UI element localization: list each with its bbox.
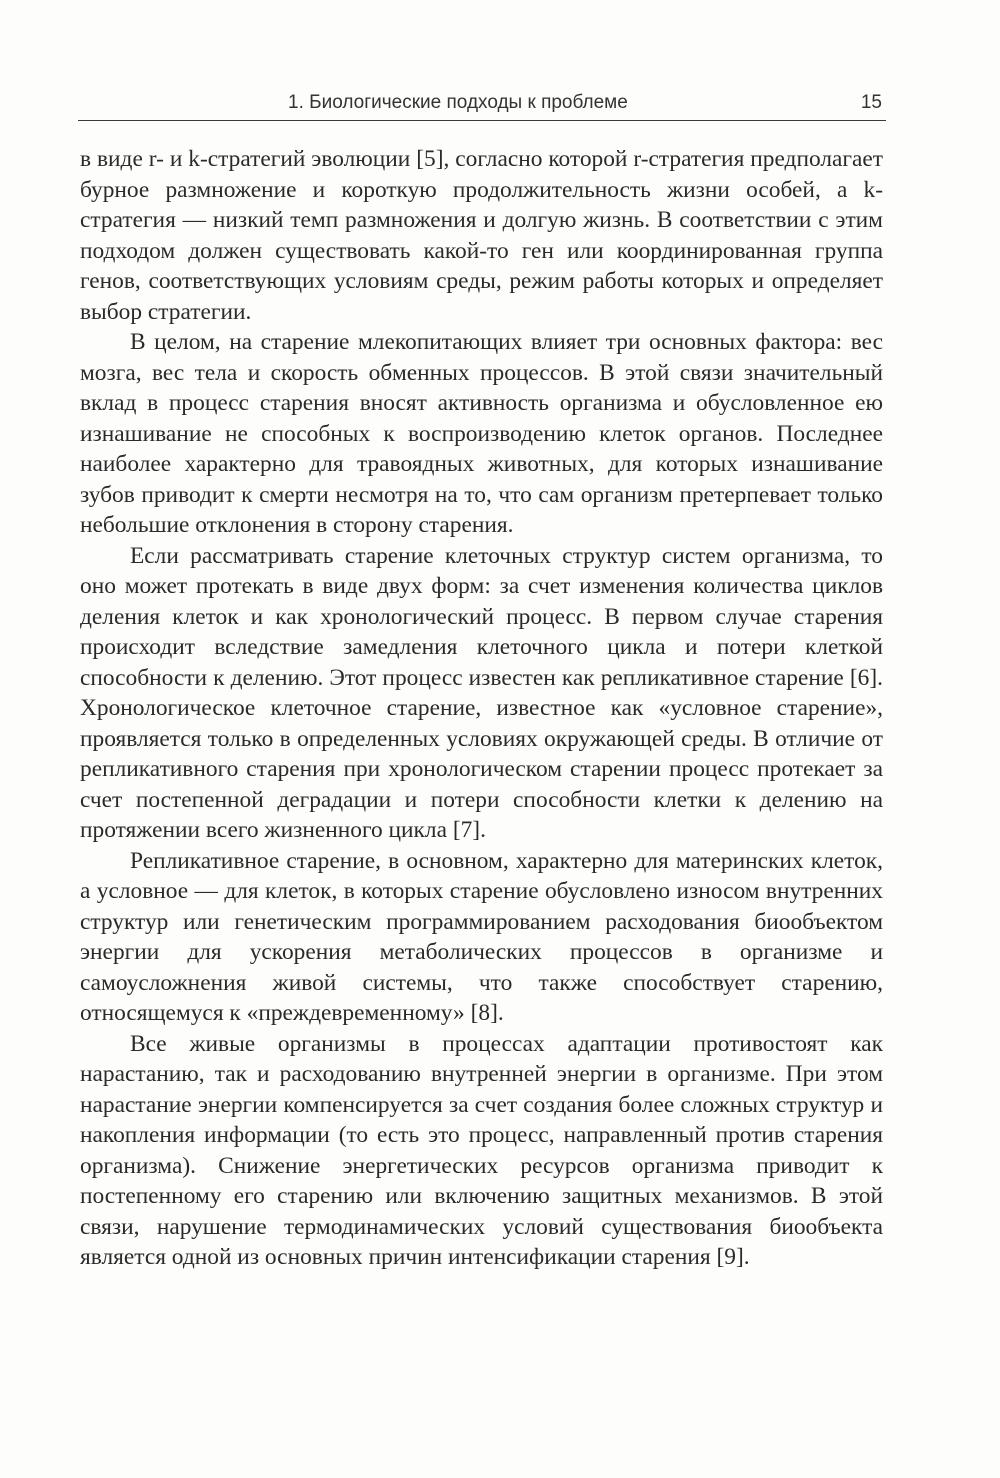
page-number: 15 bbox=[860, 92, 882, 113]
paragraph-4: Репликативное старение, в основном, характерно для материнских клеток, а условное — для клеток, в которых старение обусловлено износом внутренних структур или генетическим программированием расходования биообъектом энергии для ускорения метаболических процессов в организме и самоусложнения живой системы, что также способствует старению, относящемуся к «преждевременному» [8]. bbox=[80, 847, 883, 1026]
paragraph-1: в виде r- и k-стратегий эволюции [5], согласно которой r-стратегия предполагает бурное размножение и короткую продолжительность жизни особей, а k-стратегия — низкий темп размножения и долгую жизнь. В соответствии с этим подходом должен существовать какой-то ген или координированная группа генов, соответствующих условиям среды, режим работы которых и определяет выбор стратегии. bbox=[80, 146, 883, 325]
paragraph-3: Если рассматривать старение клеточных структур систем организма, то оно может протекать в виде двух форм: за счет изменения количества циклов деления клеток и как хронологический процесс. В первом случае старения происходит вследствие замедления клеточного цикла и потери клеткой способности к делению. Этот процесс известен как репликативное старение [6]. Хронологическое клеточное старение, известное как «условное старение», проявляется только в определенных условиях окружающей среды. В отличие от репликативного старения при хронологическом старении процесс протекает за счет постепенной деградации и потери способности клетки к делению на протяжении всего жизненного цикла [7]. bbox=[80, 542, 883, 843]
paragraph-2: В целом, на старение млекопитающих влияет три основных фактора: вес мозга, вес тела и скорость обменных процессов. В этой связи значительный вклад в процесс старения вносят активность организма и обусловленное ею изнашивание не способных к воспроизводению клеток органов. Последнее наиболее характерно для травоядных животных, для которых изнашивание зубов приводит к смерти несмотря на то, что сам организм претерпевает только небольшие отклонения в сторону старения. bbox=[80, 329, 883, 538]
paragraph-5: Все живые организмы в процессах адаптации противостоят как нарастанию, так и расходованию внутренней энергии в организме. При этом нарастание энергии компенсируется за счет создания более сложных структур и накопления информации (то есть это процесс, направленный против старения организма). Снижение энергетических ресурсов организма приводит к постепенному его старению или включению защитных механизмов. В этой связи, нарушение термодинамических условий существования биообъекта является одной из основных причин интенсификации старения [9]. bbox=[80, 1030, 883, 1270]
body-text bbox=[80, 144, 883, 1273]
chapter-title: 1. Биологические подходы к проблеме bbox=[288, 92, 628, 113]
running-header bbox=[78, 86, 886, 121]
